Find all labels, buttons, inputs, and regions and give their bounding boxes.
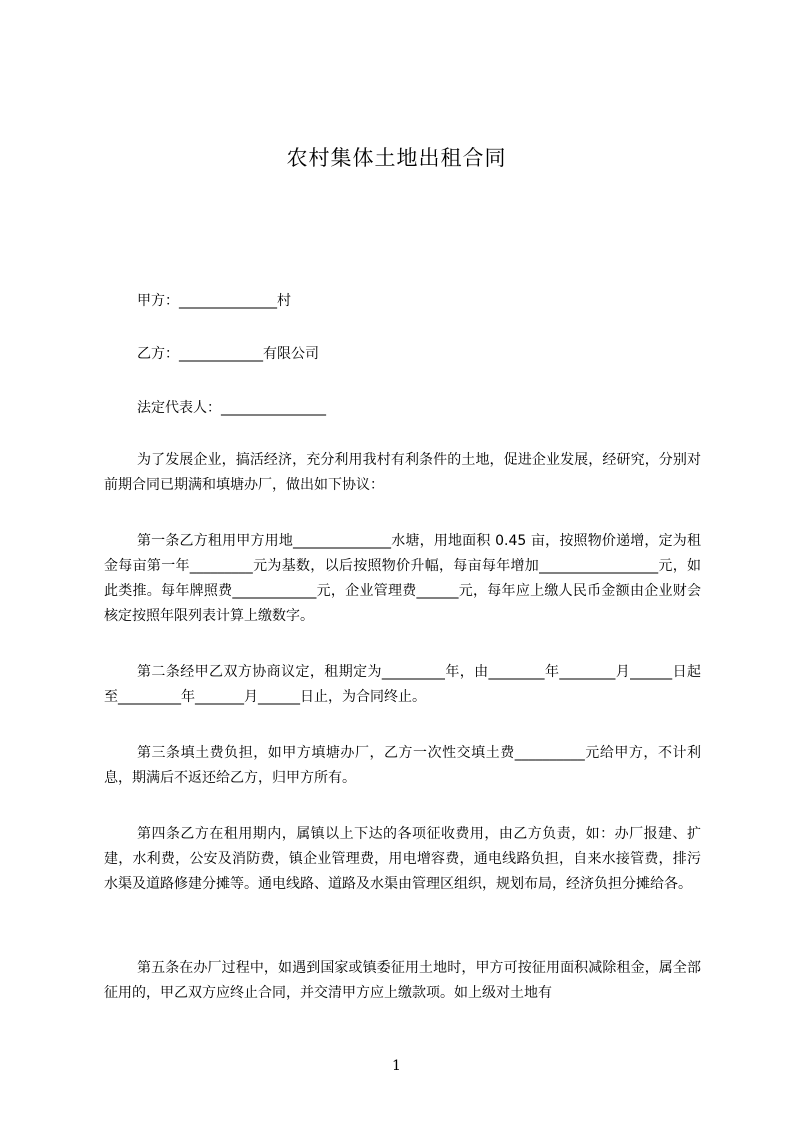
article-3-paragraph: 第三条填土费负担，如甲方填塘办厂，乙方一次性交填土费__________元给甲方，不计利息，期满后不返还给乙方，归甲方所有。 [104,745,701,786]
page-number: 1 [392,1058,401,1074]
party-a-line: 甲方：______________村 [137,293,291,309]
article-2-paragraph: 第二条经甲乙双方协商议定，租期定为_________年，由________年________月______日起至_________年_______月______日止，为合同终止。 [104,664,701,705]
article-4-paragraph: 第四条乙方在租用期内，属镇以上下达的各项征收费用，由乙方负责，如：办厂报建、扩建，水利费，公安及消防费，镇企业管理费，用电增容费，通电线路负担，自来水接管费，排污水渠及道路修建分摊等。通电线路、道路及水渠由管理区组织，规划布局，经济负担分摊给各。 [104,826,701,892]
article-5-paragraph: 第五条在办厂过程中，如遇到国家或镇委征用土地时，甲方可按征用面积减除租金，属全部征用的，甲乙双方应终止合同，并交清甲方应上缴款项。如上级对土地有 [104,960,701,1001]
legal-representative-line: 法定代表人：_______________ [137,400,326,416]
article-1-paragraph: 第一条乙方租用甲方用地______________水塘，用地面积 0.45 亩，按照物价递增，定为租金每亩第一年_________元为基数，以后按照物价升幅，每亩每年增加_________________元，如此类推。每年牌照费____________元，企业管理费______元，每年应上缴人民币金额由企业财会核定按照年限列表计算上缴数字。 [104,533,701,624]
page-title: 农村集体土地出租合同 [286,146,507,170]
preamble-paragraph: 为了发展企业，搞活经济，充分利用我村有利条件的土地，促进企业发展，经研究，分别对前期合同已期满和填塘办厂，做出如下协议： [104,452,701,493]
party-b-line: 乙方：____________有限公司 [137,346,319,362]
